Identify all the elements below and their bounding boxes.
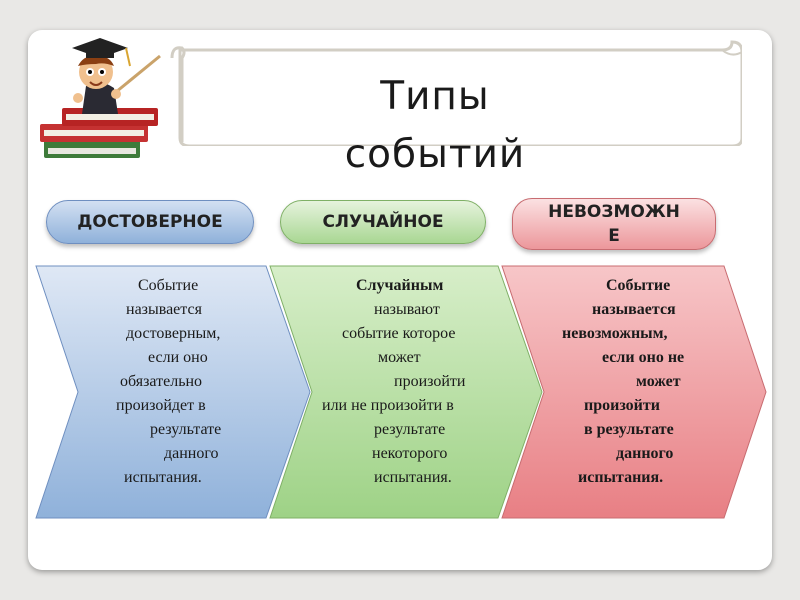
text-line: в результате [584, 421, 674, 438]
text-line: испытания. [578, 469, 664, 486]
text-line: некоторого [372, 445, 448, 462]
text-line: невозможным, [562, 325, 668, 342]
text-line: произойти [584, 397, 660, 414]
type-label-impossible-line2: Е [608, 226, 620, 246]
text-line: произойти [394, 373, 466, 390]
title-line-1: Типы [380, 74, 490, 119]
text-line: может [378, 349, 421, 366]
text-line: достоверным, [126, 325, 221, 342]
type-label-certain: ДОСТОВЕРНОЕ [46, 200, 254, 244]
text-line: результате [150, 421, 222, 438]
type-label-random: СЛУЧАЙНОЕ [280, 200, 486, 244]
text-line: Случайным [356, 277, 444, 294]
text-line: называют [374, 301, 440, 318]
text-line: событие которое [342, 325, 456, 342]
text-line: данного [164, 445, 219, 462]
text-line: может [636, 373, 681, 390]
description-certain [110, 274, 260, 490]
description-random [322, 274, 502, 490]
text-line: данного [616, 445, 674, 462]
type-label-impossible-line1: НЕВОЗМОЖН [548, 202, 680, 222]
text-line: если оно [148, 349, 208, 366]
text-line: называется [126, 301, 202, 318]
text-line: испытания. [374, 469, 452, 486]
text-line: испытания. [124, 469, 202, 486]
text-line: называется [592, 301, 676, 318]
text-line: произойдет в [116, 397, 206, 414]
text-line: результате [374, 421, 446, 438]
text-line: Событие [606, 277, 671, 294]
text-line: Событие [138, 277, 199, 294]
text-line: или не произойти в [322, 397, 454, 414]
text-line: обязательно [120, 373, 203, 390]
title-line-2: событий [344, 132, 526, 177]
description-impossible [562, 274, 732, 490]
text-line: если оно не [602, 349, 685, 366]
